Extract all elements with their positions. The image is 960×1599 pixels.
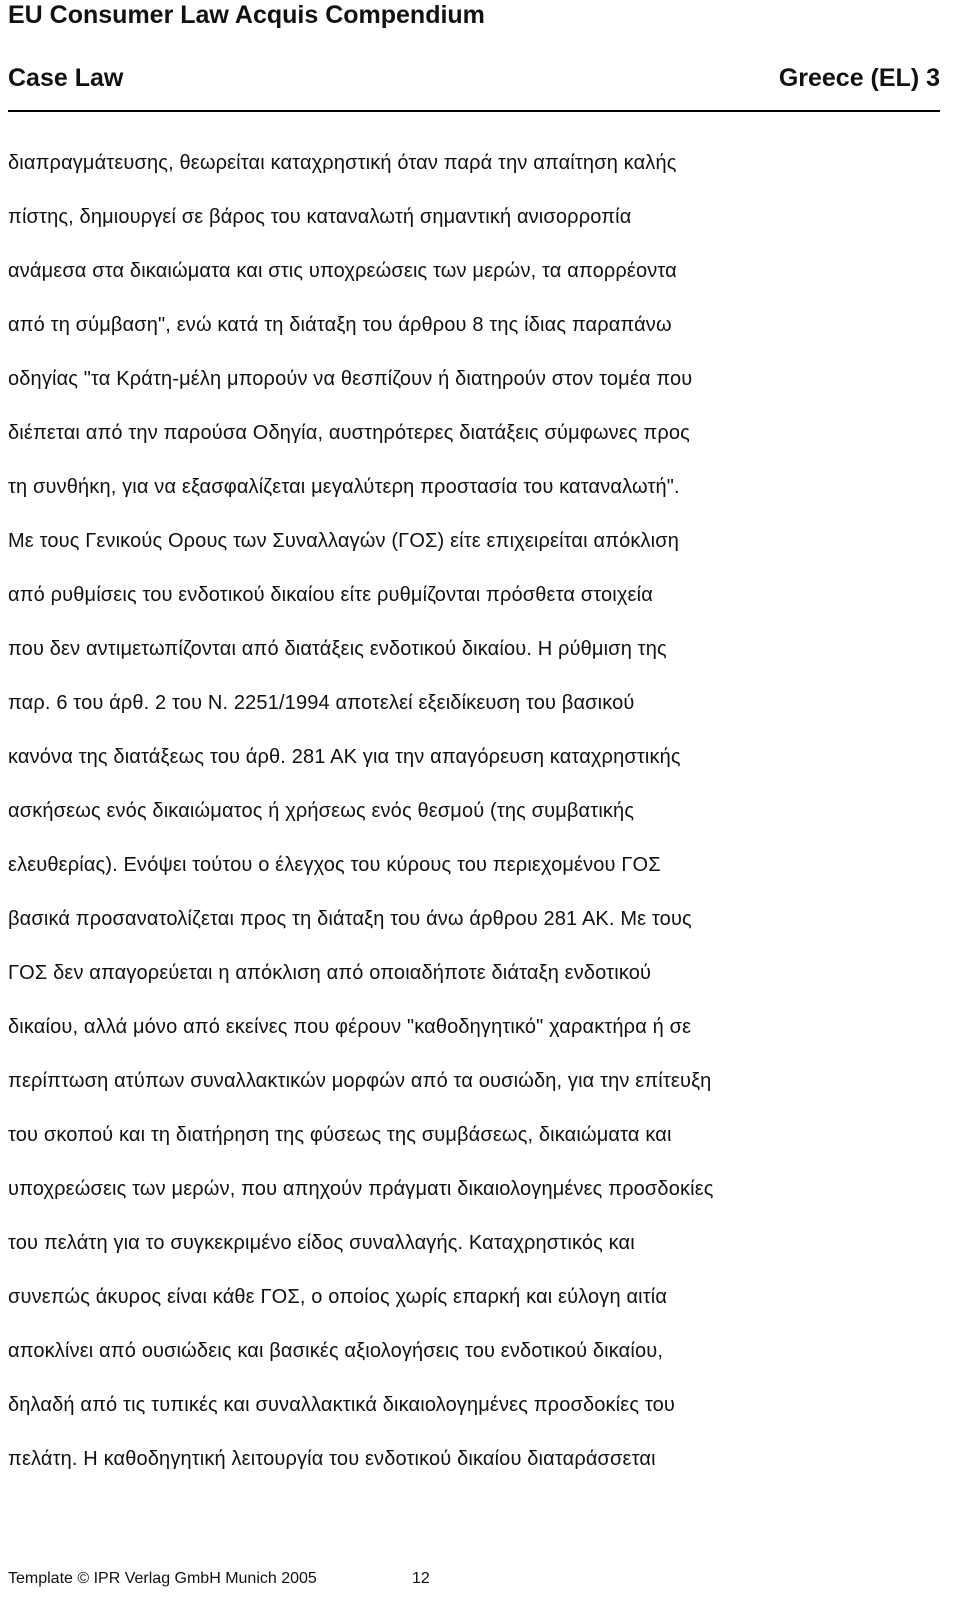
text-line: ΓΟΣ δεν απαγορεύεται η απόκλιση από οποιαδήποτε διάταξη ενδοτικού [8, 962, 652, 984]
page-header [8, 62, 940, 94]
text-line: του σκοπού και τη διατήρηση της φύσεως της συμβάσεως, δικαιώματα και [8, 1124, 672, 1146]
page-footer [8, 1568, 430, 1590]
text-line: ελευθερίας). Ενόψει τούτου ο έλεγχος του κύρους του περιεχομένου ΓΟΣ [8, 854, 661, 876]
text-line: Με τους Γενικούς Ορους των Συναλλαγών (ΓΟΣ) είτε επιχειρείται απόκλιση [8, 530, 680, 552]
section-title: Case Law [8, 64, 124, 92]
text-line: του πελάτη για το συγκεκριμένο είδος συναλλαγής. Καταχρηστικός και [8, 1232, 635, 1254]
text-line: υποχρεώσεις των μερών, που απηχούν πράγματι δικαιολογημένες προσδοκίες [8, 1178, 714, 1200]
text-line: συνεπώς άκυρος είναι κάθε ΓΟΣ, ο οποίος χωρίς επαρκή και εύλογη αιτία [8, 1286, 668, 1308]
header-divider [8, 110, 940, 112]
text-line: που δεν αντιμετωπίζονται από διατάξεις ενδοτικού δικαίου. Η ρύθμιση της [8, 638, 667, 660]
text-line: αποκλίνει από ουσιώδεις και βασικές αξιολογήσεις του ενδοτικού δικαίου, [8, 1340, 664, 1362]
text-line: από τη σύμβαση", ενώ κατά τη διάταξη του άρθρου 8 της ίδιας παραπάνω [8, 314, 672, 336]
footer-template-note: Template © IPR Verlag GmbH Munich 2005 [8, 1570, 317, 1587]
text-line: πελάτη. Η καθοδηγητική λειτουργία του ενδοτικού δικαίου διαταράσσεται [8, 1448, 656, 1470]
text-line: διαπραγμάτευσης, θεωρείται καταχρηστική όταν παρά την απαίτηση καλής [8, 152, 677, 174]
document-title: EU Consumer Law Acquis Compendium [8, 1, 485, 29]
text-line: οδηγίας "τα Κράτη-μέλη μπορούν να θεσπίζουν ή διατηρούν στον τομέα που [8, 368, 693, 390]
text-line: τη συνθήκη, για να εξασφαλίζεται μεγαλύτερη προστασία του καταναλωτή". [8, 476, 680, 498]
text-line: δηλαδή από τις τυπικές και συναλλακτικά δικαιολογημένες προσδοκίες του [8, 1394, 675, 1416]
body-text [8, 136, 948, 1486]
text-line: παρ. 6 του άρθ. 2 του Ν. 2251/1994 αποτελεί εξειδίκευση του βασικού [8, 692, 635, 714]
text-line: κανόνα της διατάξεως του άρθ. 281 ΑΚ για την απαγόρευση καταχρηστικής [8, 746, 681, 768]
text-line: από ρυθμίσεις του ενδοτικού δικαίου είτε ρυθμίζονται πρόσθετα στοιχεία [8, 584, 653, 606]
text-line: διέπεται από την παρούσα Οδηγία, αυστηρότερες διατάξεις σύμφωνες προς [8, 422, 690, 444]
page-number: 12 [412, 1570, 430, 1587]
text-line: ασκήσεως ενός δικαιώματος ή χρήσεως ενός θεσμού (της συμβατικής [8, 800, 635, 822]
text-line: βασικά προσανατολίζεται προς τη διάταξη του άνω άρθρου 281 ΑΚ. Με τους [8, 908, 692, 930]
text-line: δικαίου, αλλά μόνο από εκείνες που φέρουν "καθοδηγητικό" χαρακτήρα ή σε [8, 1016, 692, 1038]
text-line: πίστης, δημιουργεί σε βάρος του καταναλωτή σημαντική ανισορροπία [8, 206, 632, 228]
country-page-label: Greece (EL) 3 [778, 64, 940, 92]
text-line: ανάμεσα στα δικαιώματα και στις υποχρεώσεις των μερών, τα απορρέοντα [8, 260, 677, 282]
text-line: περίπτωση ατύπων συναλλακτικών μορφών από τα ουσιώδη, για την επίτευξη [8, 1070, 712, 1092]
